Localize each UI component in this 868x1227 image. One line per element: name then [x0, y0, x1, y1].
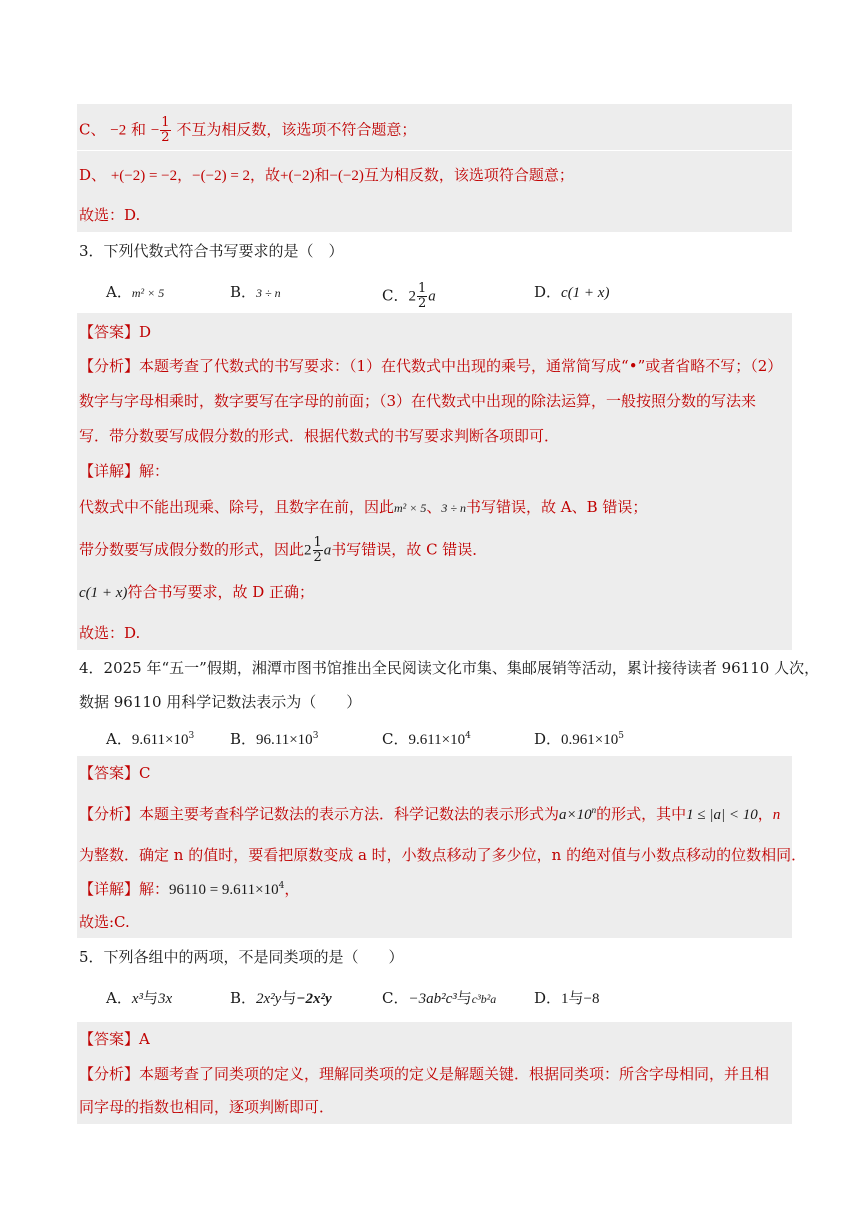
q4-option-c: C．$9.611\times 10^4$ — [382, 730, 471, 748]
q3-analysis-line-2: 数字与字母相乘时，数字要写在字母的前面；（3）在代数式中出现的除法运算，一般按照分数的写法来 — [79, 392, 757, 410]
q2-option-c-explanation: C、 −2 和 − $\frac{1}{2}$ 不互为相反数，该选项不符合题意； — [79, 115, 417, 145]
q3-option-a: A．m² × 5 — [106, 283, 165, 301]
q5-option-d: D．1与−8 — [534, 989, 600, 1007]
q4-stem-line-2: 数据 96110 用科学记数法表示为（ ） — [79, 693, 362, 711]
q4-detail: 【详解】解：$96110 = 9.611\times 10^4$， — [79, 880, 300, 898]
q3-detail-line-1: 代数式中不能出现乘、除号，且数字在前，因此m² × 5、3 ÷ n书写错误，故 A、B 错误； — [79, 498, 648, 516]
q4-option-d: D．$0.961\times 10^5$ — [534, 730, 624, 748]
fraction: $\frac{1}{2}$ — [161, 115, 170, 145]
q5-option-a: A．x³与3x — [106, 989, 173, 1007]
q5-option-b: B．2x²y与−2x²y — [230, 989, 332, 1007]
q3-detail-line-2: 带分数要写成假分数的形式，因此2 $\frac{1}{2}$ a书写错误，故 C 错误． — [79, 535, 488, 565]
q3-detail-title: 【详解】解： — [79, 462, 170, 480]
q3-stem: 3．下列代数式符合书写要求的是（ ） — [79, 242, 344, 260]
q2-option-d-explanation: D、 +(−2) = −2，−(−2) = 2，故+(−2)和−(−2)互为相反数，该选项符合题意； — [79, 166, 574, 184]
q3-option-d: D．c(1 + x) — [534, 283, 610, 301]
divider — [77, 150, 792, 151]
q3-option-b: B．3 ÷ n — [230, 283, 281, 301]
q4-analysis-line-2: 为整数．确定 n 的值时，要看把原数变成 a 时，小数点移动了多少位，n 的绝对值与小数点移动的位数相同． — [79, 846, 807, 864]
fraction: $\frac{1}{2}$ — [417, 281, 427, 311]
q2-conclusion: 故选：D. — [79, 206, 141, 224]
q5-analysis-line-1: 【分析】本题考查了同类项的定义，理解同类项的定义是解题关键．根据同类项：所含字母相同，并且相 — [79, 1065, 770, 1083]
q3-answer: 【答案】D — [79, 323, 152, 341]
q3-analysis-line-1: 【分析】本题考查了代数式的书写要求：（1）在代数式中出现的乘号，通常简写成“•”或者省略不写；（2） — [79, 357, 783, 375]
q4-option-a: A．$9.611\times 10^3$ — [106, 730, 195, 748]
q3-detail-line-3: c(1 + x)符合书写要求，故 D 正确； — [79, 583, 315, 601]
q5-option-c: C．−3ab²c³与c³b²a — [382, 989, 497, 1007]
q4-stem-line-1: 4．2025 年“五一”假期，湘潭市图书馆推出全民阅读文化市集、集邮展销等活动，累计接待读者 96110 人次， — [79, 659, 820, 677]
q4-analysis-line-1: 【分析】本题主要考查科学记数法的表示方法．科学记数法的表示形式为$a\times 10^n$的形式，其中1 ≤ |a| < 10，n — [79, 805, 781, 823]
q5-answer: 【答案】A — [79, 1030, 150, 1048]
q3-analysis-line-3: 写．带分数要写成假分数的形式．根据代数式的书写要求判断各项即可． — [79, 427, 560, 445]
q4-answer: 【答案】C — [79, 764, 151, 782]
q4-conclusion: 故选:C. — [79, 913, 130, 931]
q3-option-c: C．2 $\frac{1}{2}$ a — [382, 281, 436, 311]
q3-conclusion: 故选：D. — [79, 624, 141, 642]
fraction: $\frac{1}{2}$ — [313, 535, 322, 565]
q5-analysis-line-2: 同字母的指数也相同，逐项判断即可． — [79, 1098, 335, 1116]
q4-option-b: B．$96.11\times 10^3$ — [230, 730, 319, 748]
q5-stem: 5．下列各组中的两项，不是同类项的是（ ） — [79, 948, 404, 966]
